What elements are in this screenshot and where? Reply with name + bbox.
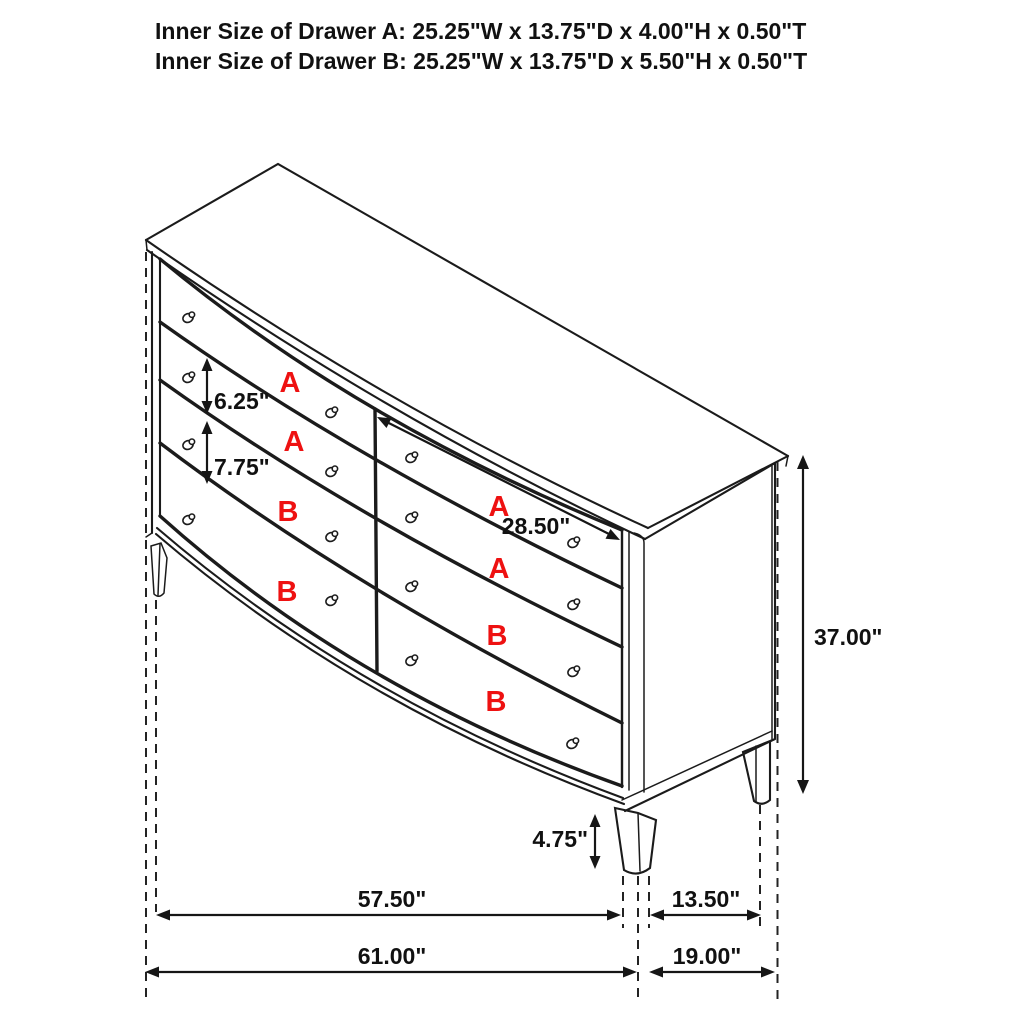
- drawer-label-right-1: A: [488, 491, 510, 523]
- knob: [182, 372, 195, 384]
- dim-overall-depth: [649, 943, 775, 978]
- arrowhead-down-icon: [797, 780, 809, 794]
- top-band-left-cap: [146, 240, 147, 250]
- arrowhead-up-icon: [202, 358, 213, 371]
- dim-label-drawer-b-height: 7.75": [214, 454, 270, 480]
- knob: [567, 666, 580, 678]
- legs: [151, 543, 770, 874]
- drawer-label-right-4: B: [485, 686, 507, 718]
- title-line-2: Inner Size of Drawer B: 25.25"W x 13.75"D x 5.50"H x 0.50"T: [155, 48, 808, 74]
- arrowhead-right-icon: [623, 967, 637, 978]
- arrowhead-right-icon: [761, 967, 775, 978]
- arrowhead-left-icon: [156, 910, 170, 921]
- dim-drawer-a-height: [202, 358, 270, 414]
- dim-label-opening-width: 28.50": [501, 513, 571, 539]
- dim-side-depth-legs: [650, 886, 761, 921]
- knob: [405, 581, 418, 593]
- title-line-1: Inner Size of Drawer A: 25.25"W x 13.75"D x 4.00"H x 0.50"T: [155, 18, 807, 44]
- right-corner-post: [622, 530, 644, 792]
- knob: [325, 466, 338, 478]
- drawer-divider-4: [160, 516, 622, 786]
- dim-label-overall-depth: 19.00": [672, 943, 742, 969]
- knob: [566, 738, 579, 750]
- knob: [405, 512, 418, 524]
- corner-post-outer-edge: [634, 533, 644, 792]
- dim-label-side-depth-legs: 13.50": [671, 886, 741, 912]
- drawer-label-left-2: A: [283, 426, 305, 458]
- dresser-drawing: [146, 164, 788, 874]
- dim-leg-height: [532, 814, 600, 869]
- dim-label-overall-height: 37.00": [814, 624, 883, 650]
- knob: [325, 407, 338, 419]
- arrowhead-left-icon: [650, 910, 664, 921]
- dim-label-front-width-legs: 57.50": [357, 886, 427, 912]
- knob: [182, 312, 195, 324]
- dim-overall-height: [797, 455, 882, 794]
- top-band-right-lower-edge: [645, 463, 775, 539]
- arrowhead-right-icon: [747, 910, 761, 921]
- front-right-leg-edge: [638, 813, 640, 871]
- arrowhead-up-icon: [590, 814, 601, 827]
- dim-label-drawer-a-height: 6.25": [214, 388, 270, 414]
- arrowhead-up-icon: [202, 421, 213, 434]
- front-right-leg: [615, 808, 656, 874]
- drawer-label-left-3: B: [277, 496, 299, 528]
- drawer-label-left-1: A: [279, 367, 301, 399]
- dim-label-overall-width: 61.00": [357, 943, 427, 969]
- side-bottom-edge: [625, 739, 775, 811]
- base-rail-lower-line: [156, 534, 624, 804]
- knob: [567, 599, 580, 611]
- left-side-edge: [146, 252, 160, 537]
- arrowhead-down-icon: [590, 856, 601, 869]
- top-front-edge: [146, 240, 648, 528]
- drawer-label-left-4: B: [276, 576, 298, 608]
- arrowhead-right-icon: [607, 910, 621, 921]
- knob: [182, 514, 195, 526]
- knob: [182, 439, 195, 451]
- arrowhead-up-icon: [797, 455, 809, 469]
- arrowhead-left-icon: [145, 967, 159, 978]
- title-block: [155, 18, 807, 74]
- left-side-bottom-edge: [146, 533, 152, 537]
- drawer-label-right-2: A: [488, 553, 510, 585]
- dim-label-leg-height: 4.75": [532, 826, 588, 852]
- dim-front-width-legs: [156, 886, 621, 921]
- base-rail-upper-line: [157, 528, 623, 798]
- knob: [405, 452, 418, 464]
- right-side-panel: [622, 463, 775, 811]
- top-panel: [146, 164, 788, 539]
- knob: [405, 655, 418, 667]
- knob: [325, 531, 338, 543]
- center-stile: [375, 409, 377, 671]
- knob: [325, 595, 338, 607]
- dim-overall-width: [145, 943, 637, 978]
- drawer-label-right-3: B: [486, 620, 508, 652]
- front-left-leg-edge: [158, 544, 160, 595]
- arrowhead-left-icon: [649, 967, 663, 978]
